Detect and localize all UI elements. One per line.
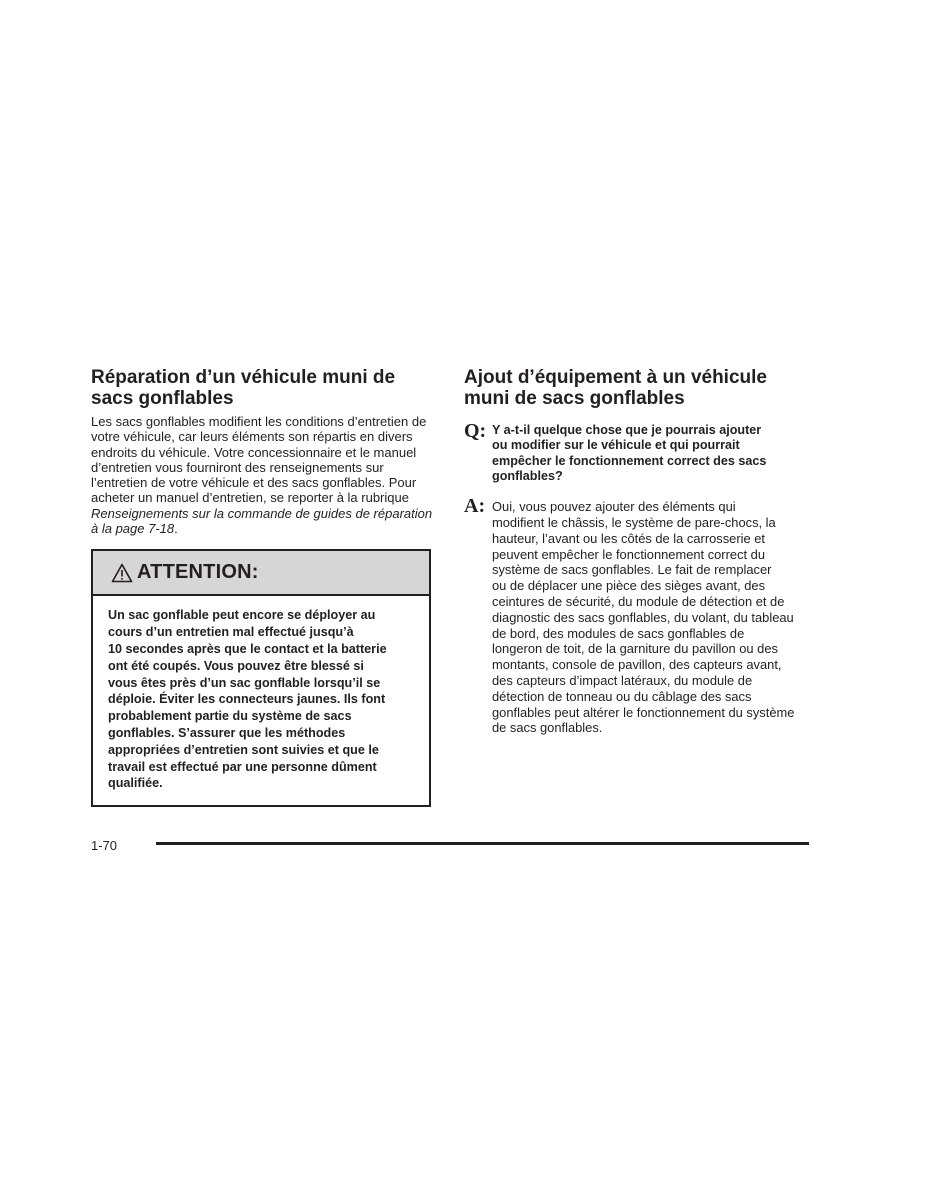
question-marker: Q: xyxy=(464,420,487,442)
question-text: Y a-t-il quelque chose que je pourrais ajouter ou modifier sur le véhicule et qui pourrait empêcher le fonctionnement correct des sacs gonflables? xyxy=(492,423,767,483)
repair-paragraph xyxy=(91,414,436,536)
caution-title: ATTENTION: xyxy=(137,561,259,584)
section-heading-repair: Réparation d’un véhicule muni de sacs gonflables xyxy=(91,367,396,409)
footer-rule xyxy=(156,842,809,845)
repair-manual-reference: Renseignements sur la commande de guides de réparation à la page 7-18 xyxy=(91,505,433,537)
right-column xyxy=(464,367,814,736)
warning-triangle-icon xyxy=(111,563,133,583)
caution-header xyxy=(93,551,429,596)
answer-marker: A: xyxy=(464,495,486,518)
answer-block xyxy=(464,497,814,736)
answer-text: Oui, vous pouvez ajouter des éléments qui modifient le châssis, le système de pare-chocs, la hauteur, l’avant ou les côtés de la carrosserie et peuvent empêcher le fonctionnement correct du système de sacs gonflables. Le fait de remplacer ou de déplacer une pièce des sièges avant, des ceintures de sécurité, du module de détection et de diagnostic des sacs gonflables, du volant, du tableau de bord, des modules de sacs gonflables de longeron de toit, de la garniture du pavillon ou des montants, console de pavillon, des capteurs avant, des capteurs d’impact latéraux, du module de détection de tonneau ou du câblage des sacs gonflables peut altérer le fonctionnement du système de sacs gonflables. xyxy=(492,499,795,736)
caution-box xyxy=(91,549,431,807)
page-number: 1-70 xyxy=(91,838,118,853)
repair-paragraph-end: . xyxy=(174,521,178,537)
caution-body-text: Un sac gonflable peut encore se déployer au cours d’un entretien mal effectué jusqu’à 10 secondes après que le contact et la batterie ont été coupés. Vous pouvez être blessé si vous êtes près d’un sac gonflable lorsqu’il se déploie. Éviter les connecteurs jaunes. Ils font probablement partie du système de sacs gonflables. S’assurer que les méthodes appropriées d’entretien sont suivies et que le travail est effectué par une personne dûment qualifiée. xyxy=(108,608,387,791)
section-heading-equipment: Ajout d’équipement à un véhicule muni de sacs gonflables xyxy=(464,367,767,409)
repair-paragraph-text: Les sacs gonflables modifient les conditions d’entretien de votre véhicule, car leurs éléments son répartis en divers endroits du véhicule. Votre concessionnaire et le manuel d’entretien vous fourniront des renseignements sur l’entretien de votre véhicule et des sacs gonflables. Pour acheter un manuel d’entretien, se reporter à la rubrique xyxy=(91,414,427,506)
question-block xyxy=(464,422,814,484)
left-column xyxy=(91,367,436,807)
